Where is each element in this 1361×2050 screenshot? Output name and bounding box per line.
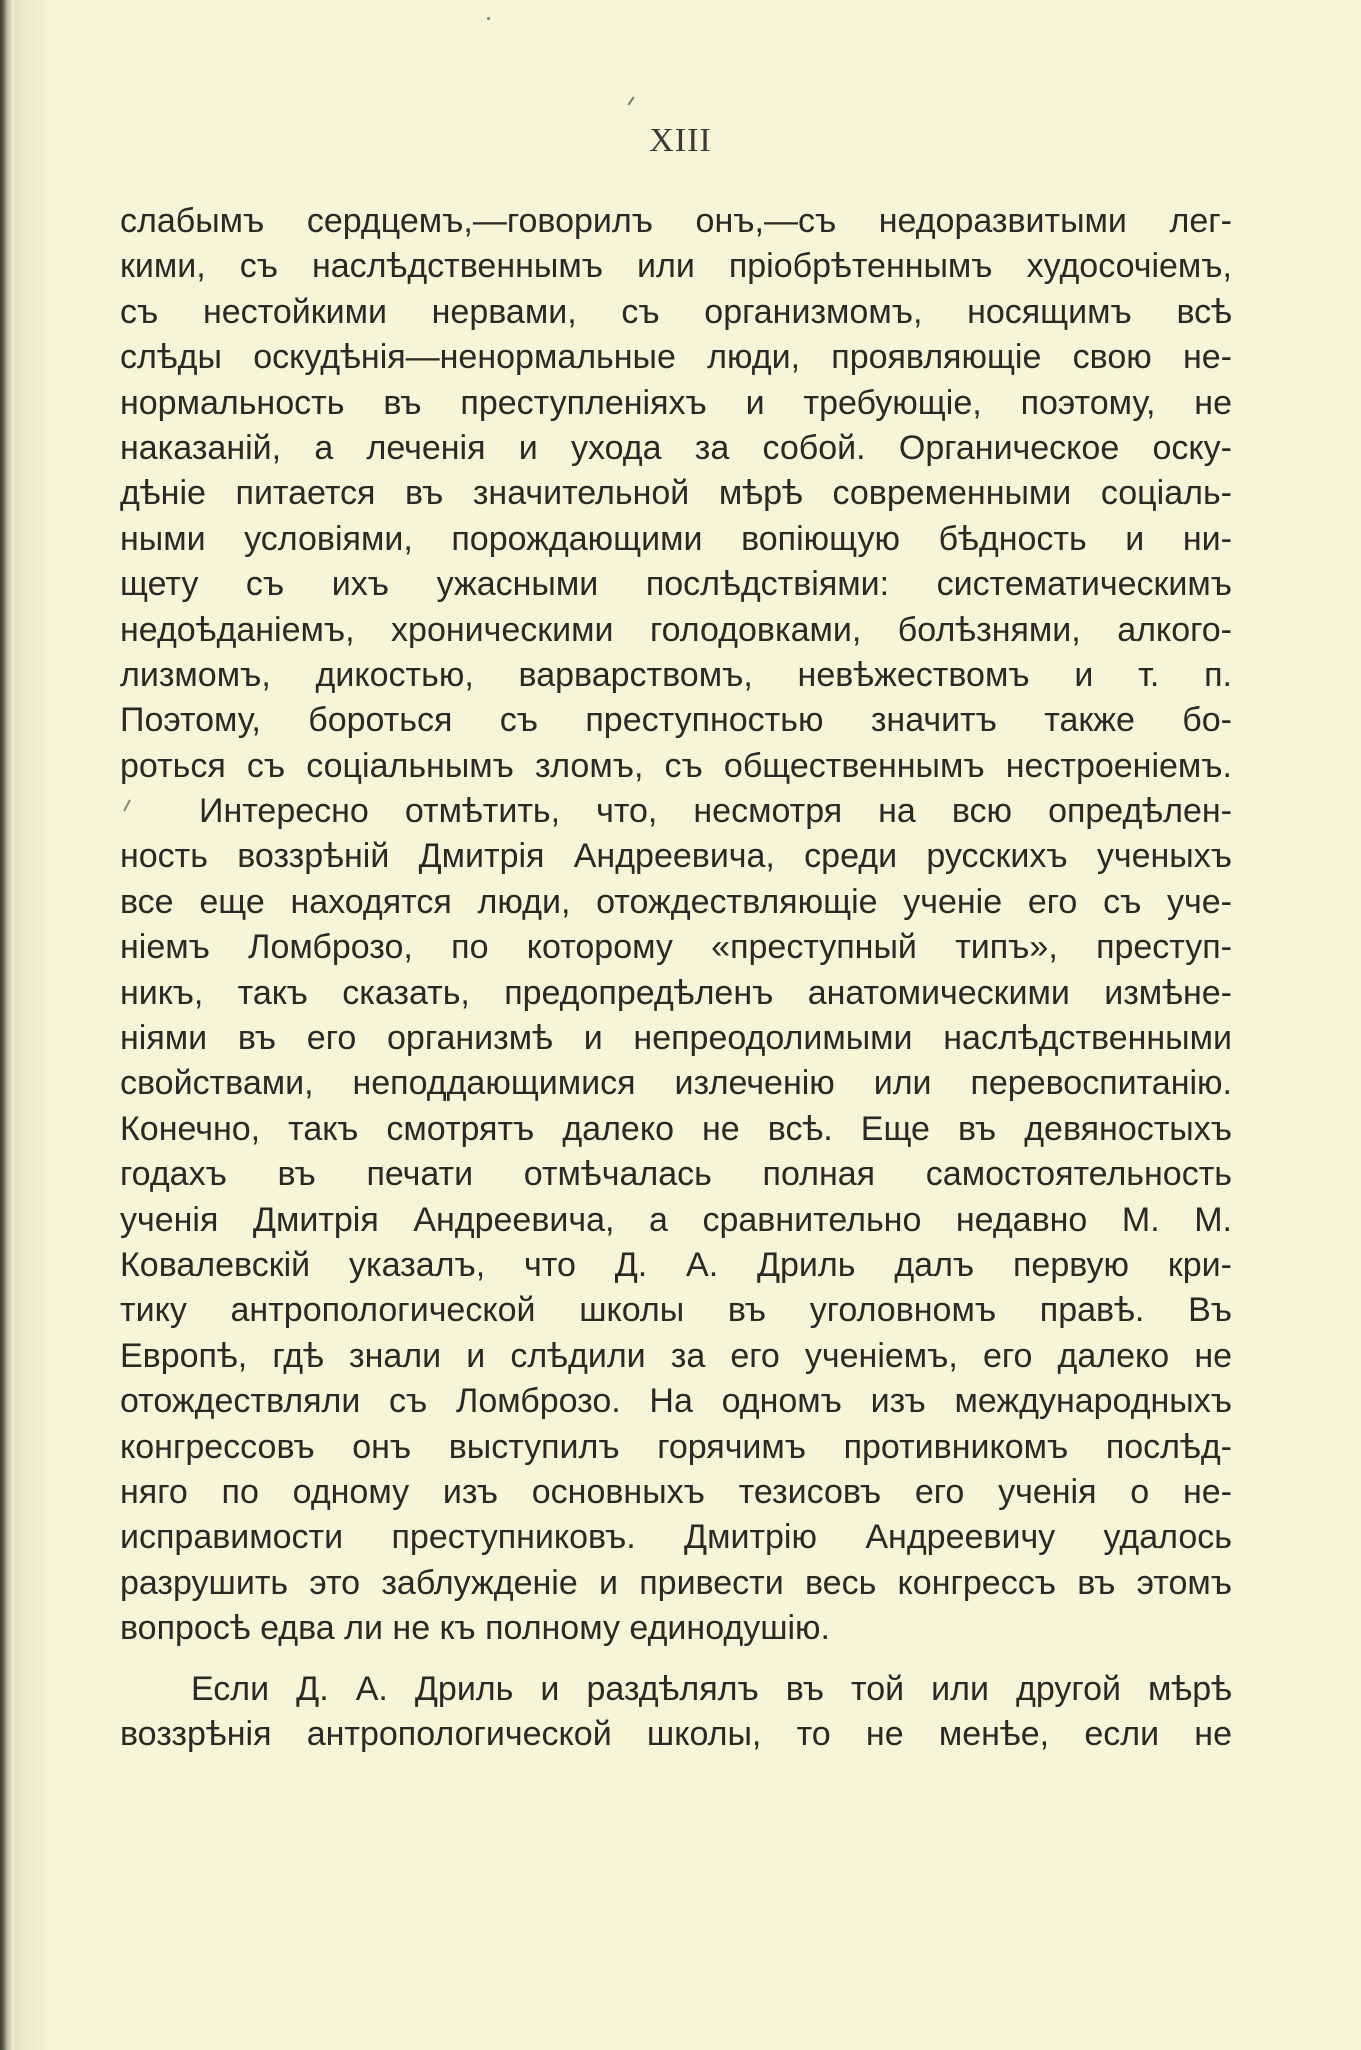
edge-shadow: [14, 0, 54, 2050]
text-line: исправимости преступниковъ. Дмитрію Андреевичу удалось: [120, 1518, 1232, 1557]
binding-edge: [0, 0, 14, 2050]
text-line: кими, съ наслѣдственнымъ или пріобрѣтеннымъ худосочіемъ,: [120, 247, 1232, 286]
text-line: ученія Дмитрія Андреевича, а сравнительно недавно М. М.: [120, 1200, 1232, 1239]
text-line: щету съ ихъ ужасными послѣдствіями: систематическимъ: [120, 565, 1232, 604]
text-line: тику антропологической школы въ уголовномъ правѣ. Въ: [120, 1291, 1232, 1330]
text-line: съ нестойкими нервами, съ организмомъ, носящимъ всѣ: [120, 292, 1232, 331]
body-text: [120, 199, 1232, 1757]
text-line: дѣніе питается въ значительной мѣрѣ современными соціаль-: [120, 474, 1232, 513]
paragraph: [120, 1667, 1232, 1758]
text-line: роться съ соціальнымъ зломъ, съ общественнымъ нестроеніемъ.: [120, 746, 1232, 785]
paragraph: [120, 199, 1232, 789]
text-line: Поэтому, бороться съ преступностью значитъ также бо-: [120, 701, 1232, 740]
text-line: конгрессовъ онъ выступилъ горячимъ противникомъ послѣд-: [120, 1427, 1232, 1466]
text-line: Ковалевскій указалъ, что Д. А. Дриль далъ первую кри-: [120, 1245, 1232, 1284]
pencil-dot: [487, 17, 490, 20]
paragraph: [120, 789, 1232, 1651]
text-line: разрушить это заблужденіе и привести весь конгрессъ въ этомъ: [120, 1563, 1232, 1602]
text-line: слѣды оскудѣнія—ненормальные люди, проявляющіе свою не-: [120, 338, 1232, 377]
text-line: воззрѣнія антропологической школы, то не менѣе, если не: [120, 1714, 1232, 1753]
text-line: слабымъ сердцемъ,—говорилъ онъ,—съ недоразвитыми лег-: [120, 202, 1232, 240]
text-line: Европѣ, гдѣ знали и слѣдили за его ученіемъ, его далеко не: [120, 1336, 1232, 1375]
text-line: лизмомъ, дикостью, варварствомъ, невѣжествомъ и т. п.: [120, 655, 1232, 694]
text-line: Если Д. А. Дриль и раздѣлялъ въ той или другой мѣрѣ: [191, 1669, 1232, 1708]
text-line: вопросѣ едва ли не къ полному единодушію.: [120, 1609, 830, 1648]
text-line: няго по одному изъ основныхъ тезисовъ его ученія о не-: [120, 1472, 1232, 1511]
text-line: ность воззрѣній Дмитрія Андреевича, среди русскихъ ученыхъ: [120, 837, 1232, 876]
text-line: никъ, такъ сказать, предопредѣленъ анатомическими измѣне-: [120, 973, 1232, 1012]
text-line: все еще находятся люди, отождествляющіе ученіе его съ уче-: [120, 882, 1232, 921]
text-line: Интересно отмѣтить, что, несмотря на всю опредѣлен-: [199, 792, 1232, 831]
text-line: наказаній, а леченія и ухода за собой. Органическое оску-: [120, 428, 1232, 467]
text-line: недоѣданіемъ, хроническими голодовками, болѣзнями, алкого-: [120, 610, 1232, 649]
page-number: XIII: [649, 122, 712, 159]
text-line: отождествляли съ Ломброзо. На одномъ изъ международныхъ: [120, 1382, 1232, 1421]
text-line: годахъ въ печати отмѣчалась полная самостоятельность: [120, 1155, 1232, 1194]
text-line: свойствами, неподдающимися излеченію или перевоспитанію.: [120, 1064, 1232, 1103]
text-line: ніемъ Ломброзо, по которому «преступный типъ», преступ-: [120, 928, 1232, 967]
pencil-mark: [627, 96, 634, 105]
text-line: ными условіями, порождающими вопіющую бѣдность и ни-: [120, 519, 1232, 558]
text-line: Конечно, такъ смотрятъ далеко не всѣ. Еще въ девяностыхъ: [120, 1109, 1232, 1148]
text-line: нормальность въ преступленіяхъ и требующіе, поэтому, не: [120, 383, 1232, 422]
text-line: ніями въ его организмѣ и непреодолимыми наслѣдственными: [120, 1019, 1232, 1058]
